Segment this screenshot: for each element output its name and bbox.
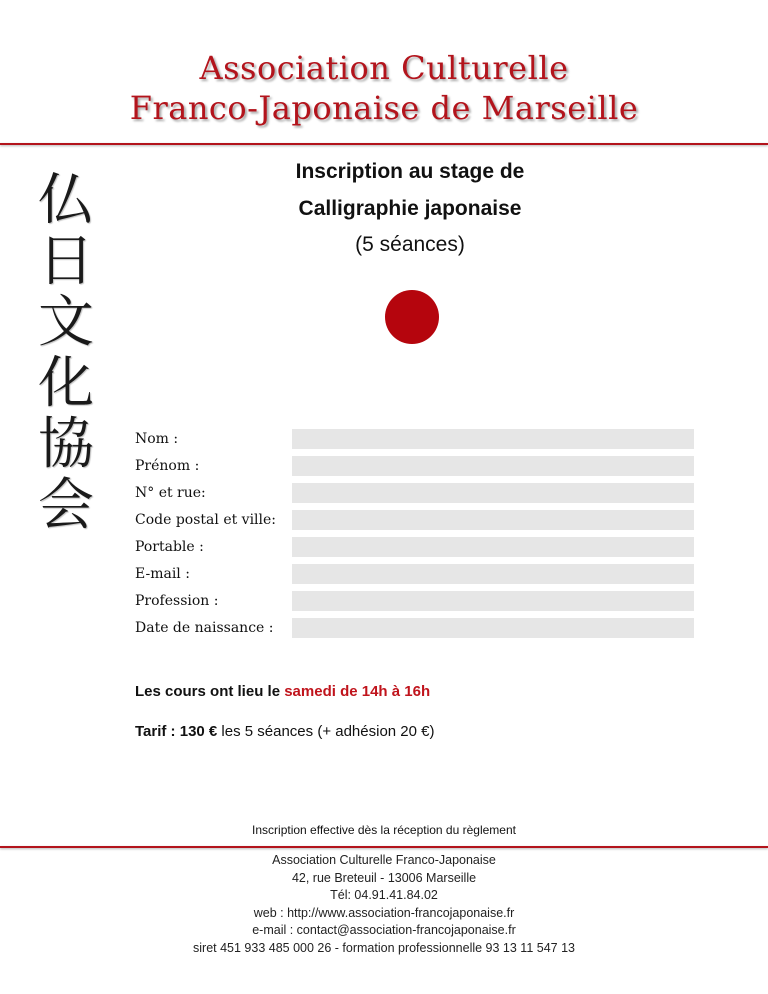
kanji-char: 会 [38, 473, 94, 538]
schedule-prefix: Les cours ont lieu le [135, 683, 285, 700]
form-row-code-postal [135, 506, 695, 533]
document-title-line1: Inscription au stage de [295, 160, 525, 183]
kanji-char: 日 [38, 229, 94, 294]
footer-phone: Tél: 04.91.41.84.02 [330, 888, 438, 902]
nom-label: Nom : [135, 430, 179, 447]
org-title-line1: Association Culturelle [199, 49, 569, 87]
footer-address: 42, rue Breteuil - 13006 Marseille [291, 870, 477, 885]
tarif-details: les 5 séances (+ adhésion 20 €) [217, 723, 435, 740]
kanji-char: 化 [38, 351, 94, 416]
email-label: E-mail : [135, 565, 190, 582]
org-title-line2: Franco-Japonaise de Marseille [129, 89, 639, 127]
portable-label: Portable : [135, 538, 204, 555]
form-row-prenom [135, 452, 695, 479]
header-divider [0, 143, 768, 145]
footer-contact [0, 852, 768, 957]
footer-web-link[interactable]: web : http://www.association-francojaponaise.fr [253, 905, 515, 920]
document-subtitle: (5 séances) [355, 233, 465, 256]
form-row-nom [135, 425, 695, 452]
kanji-column [16, 170, 116, 536]
footer-org-name: Association Culturelle Franco-Japonaise [272, 853, 496, 867]
code-postal-label: Code postal et ville: [135, 511, 277, 528]
portable-input[interactable] [292, 537, 694, 557]
footer-siret: siret 451 933 485 000 26 - formation professionnelle 93 13 11 547 13 [193, 940, 575, 955]
schedule-highlight: samedi de 14h à 16h [284, 683, 431, 700]
rue-label: N° et rue: [135, 484, 206, 501]
form-row-email [135, 560, 695, 587]
email-input[interactable] [292, 564, 694, 584]
kanji-char: 文 [38, 290, 94, 355]
form-row-date-naissance [135, 614, 695, 641]
footer-email-link[interactable]: e-mail : contact@association-francojaponaise.fr [252, 923, 516, 937]
profession-input[interactable] [292, 591, 694, 611]
prenom-input[interactable] [292, 456, 694, 476]
date-naissance-input[interactable] [292, 618, 694, 638]
kanji-char: 仏 [38, 168, 94, 233]
registration-notice: Inscription effective dès la réception du règlement [252, 823, 516, 837]
form-row-portable [135, 533, 695, 560]
rue-input[interactable] [292, 483, 694, 503]
tarif-info [135, 723, 435, 740]
kanji-char: 協 [38, 412, 94, 477]
form-row-profession [135, 587, 695, 614]
date-naissance-label: Date de naissance : [135, 619, 274, 636]
profession-label: Profession : [135, 592, 219, 609]
footer-divider [0, 846, 768, 848]
form-row-rue [135, 479, 695, 506]
prenom-label: Prénom : [135, 457, 200, 474]
code-postal-input[interactable] [292, 510, 694, 530]
rising-sun-circle [385, 290, 439, 344]
schedule-info [135, 683, 430, 700]
tarif-label: Tarif : 130 € [135, 723, 218, 740]
registration-form [135, 425, 695, 641]
nom-input[interactable] [292, 429, 694, 449]
document-title-line2: Calligraphie japonaise [298, 197, 522, 220]
